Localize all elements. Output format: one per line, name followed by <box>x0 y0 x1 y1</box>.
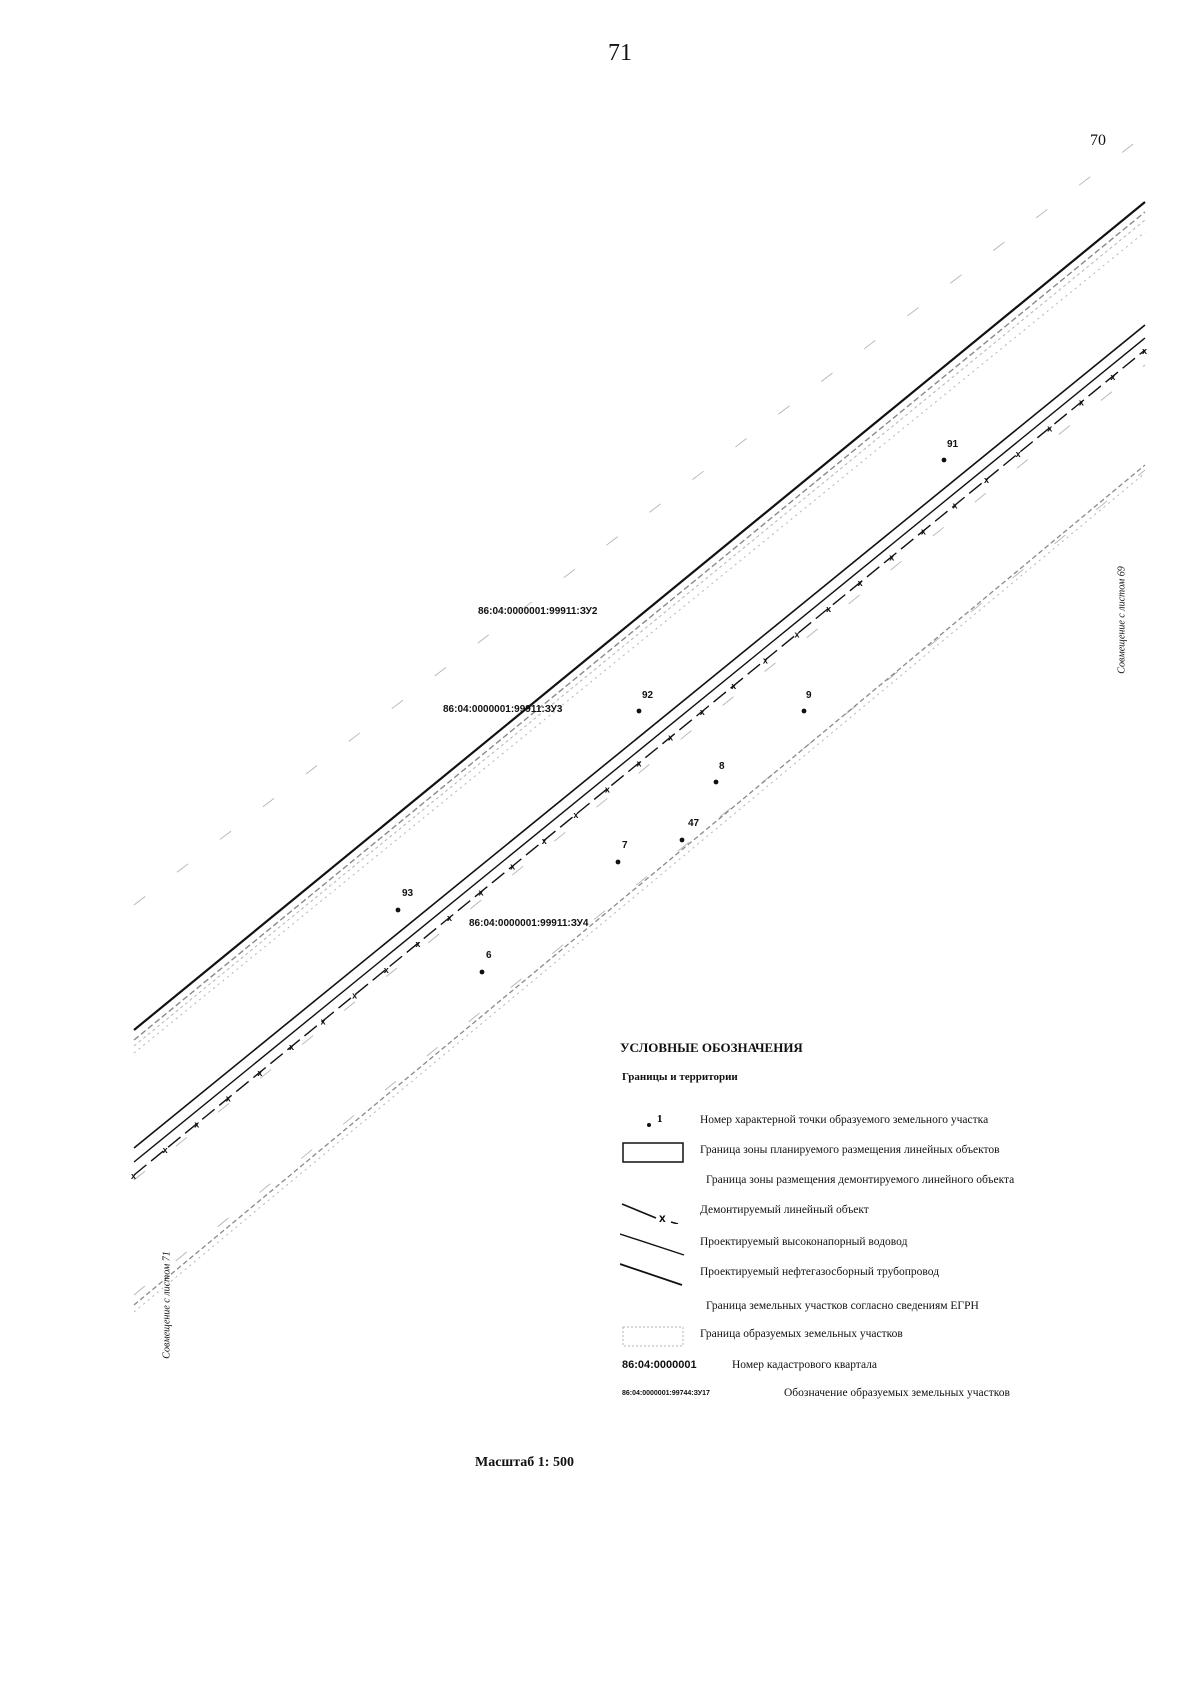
demolished-marker: x <box>984 474 990 485</box>
demolished-marker: x <box>1015 449 1021 460</box>
demolished-marker: x <box>731 681 737 692</box>
guide-line-2 <box>134 365 1145 1180</box>
legend-label-demolished: Демонтируемый линейный объект <box>700 1204 869 1216</box>
parcel-label-zu4: 86:04:0000001:99911:ЗУ4 <box>469 918 589 929</box>
demolished-marker: x <box>668 732 674 743</box>
point-9 <box>802 709 807 714</box>
legend-label-parcel-designation: Обозначение образуемых земельных участков <box>784 1387 1010 1399</box>
point-93 <box>396 908 401 913</box>
legend-row-parcel-designation <box>620 1383 1100 1407</box>
legend-quarter-code: 86:04:0000001 <box>622 1359 697 1371</box>
legend-label-egrn: Граница земельных участков согласно сведениям ЕГРН <box>706 1300 979 1312</box>
map-scale: Масштаб 1: 500 <box>475 1455 574 1470</box>
demolished-line-symbol <box>620 1200 686 1224</box>
point-6 <box>480 970 485 975</box>
demolished-marker: x <box>794 629 800 640</box>
demolished-marker: x <box>636 758 642 769</box>
demolished-marker: x <box>194 1119 200 1130</box>
legend-row-zone <box>620 1140 1100 1164</box>
characteristic-point-symbol <box>620 1110 686 1134</box>
demolished-marker: x <box>320 1016 326 1027</box>
legend-row-egrn <box>620 1296 1100 1320</box>
demolished-marker: x <box>604 784 610 795</box>
point-91 <box>942 458 947 463</box>
map-labels <box>402 439 959 961</box>
demolished-marker: x <box>1047 423 1053 434</box>
demolished-marker: x <box>889 552 895 563</box>
demolished-marker: x <box>162 1145 168 1156</box>
legend-row-new-parcels <box>620 1324 1100 1348</box>
legend-label-point: Номер характерной точки образуемого земельного участка <box>700 1114 989 1126</box>
demolished-marker: x <box>920 526 926 537</box>
demolished-marker: x <box>952 500 958 511</box>
legend-title: УСЛОВНЫЕ ОБОЗНАЧЕНИЯ <box>620 1040 803 1055</box>
point-label-93: 93 <box>402 888 414 899</box>
point-label-7: 7 <box>622 840 628 851</box>
demolished-marker: x <box>573 810 579 821</box>
point-label-91: 91 <box>947 439 959 450</box>
demolished-marker: x <box>1142 346 1148 356</box>
page-number: 71 <box>608 40 632 66</box>
match-line-note-left: Совмещение с листом 71 <box>161 1251 173 1359</box>
legend-point-example: 1 <box>657 1113 663 1125</box>
guide-line-1 <box>134 135 1148 905</box>
legend-parcel-code: 86:04:0000001:99744:ЗУ17 <box>622 1390 710 1397</box>
demolished-marker: x <box>478 887 484 898</box>
demolished-marker: x <box>257 1067 263 1078</box>
demolished-marker: x <box>826 603 832 614</box>
legend-row-water <box>620 1232 1100 1256</box>
point-label-8: 8 <box>719 761 725 772</box>
legend-label-water: Проектируемый высоконапорный водовод <box>700 1236 908 1248</box>
point-label-92: 92 <box>642 690 654 701</box>
point-8 <box>714 780 719 785</box>
demolished-marker: x <box>415 938 421 949</box>
water-pipeline-symbol <box>620 1232 686 1256</box>
demolished-marker: x <box>510 861 516 872</box>
demolished-marker: x <box>225 1093 231 1104</box>
legend-row-demolished <box>620 1200 1100 1224</box>
legend-label-quarter: Номер кадастрового квартала <box>732 1359 878 1371</box>
demolished-marker: x <box>762 655 768 666</box>
planned-zone-boundary-upper <box>134 202 1148 1030</box>
demolished-marker: x <box>857 578 863 589</box>
point-label-9: 9 <box>806 690 812 701</box>
parcel-label-zu2: 86:04:0000001:99911:ЗУ2 <box>478 606 598 617</box>
point-47 <box>680 838 685 843</box>
planned-zone-symbol <box>620 1140 686 1164</box>
demolished-marker: x <box>1078 397 1084 408</box>
demolished-marker: x <box>131 1171 137 1181</box>
point-7 <box>616 860 621 865</box>
parcel-label-zu3: 86:04:0000001:99911:ЗУ3 <box>443 704 563 715</box>
demolished-marker: x <box>446 913 452 924</box>
demolished-marker: x <box>383 964 389 975</box>
new-parcel-boundary-symbol <box>620 1324 686 1348</box>
demolished-marker: x <box>541 835 547 846</box>
oil-pipeline-symbol <box>620 1262 686 1286</box>
legend-label-demolition-zone: Граница зоны размещения демонтируемого линейного объекта <box>706 1174 1015 1186</box>
legend-row-demolition-zone <box>620 1170 1100 1194</box>
point-92 <box>637 709 642 714</box>
legend-row-oil <box>620 1262 1100 1286</box>
map-lines <box>131 135 1147 1312</box>
parcel-boundary-a <box>134 212 1148 1040</box>
legend-label-new-parcels: Граница образуемых земельных участков <box>700 1328 903 1340</box>
legend-row-point <box>620 1110 1100 1134</box>
demolished-marker: x <box>288 1042 294 1053</box>
demolished-marker: x <box>352 990 358 1001</box>
parcel-boundary-b <box>134 220 1148 1046</box>
point-label-47: 47 <box>688 818 700 829</box>
water-pipeline <box>134 325 1148 1148</box>
sheet-reference: 70 <box>1090 132 1106 149</box>
demolished-marker: x <box>1110 371 1116 382</box>
svg-text:x: x <box>659 1211 666 1224</box>
demolished-marker: x <box>699 706 705 717</box>
point-label-6: 6 <box>486 950 492 961</box>
legend-row-quarter <box>620 1355 1100 1379</box>
legend-label-zone: Граница зоны планируемого размещения линейных объектов <box>700 1144 1000 1156</box>
legend-subtitle: Границы и территории <box>622 1071 738 1083</box>
legend-label-oil: Проектируемый нефтегазосборный трубопровод <box>700 1266 940 1278</box>
match-line-note-right: Совмещение с листом 69 <box>1116 566 1128 674</box>
oil-pipeline <box>134 338 1148 1162</box>
parcel-boundary-c <box>134 232 1148 1053</box>
